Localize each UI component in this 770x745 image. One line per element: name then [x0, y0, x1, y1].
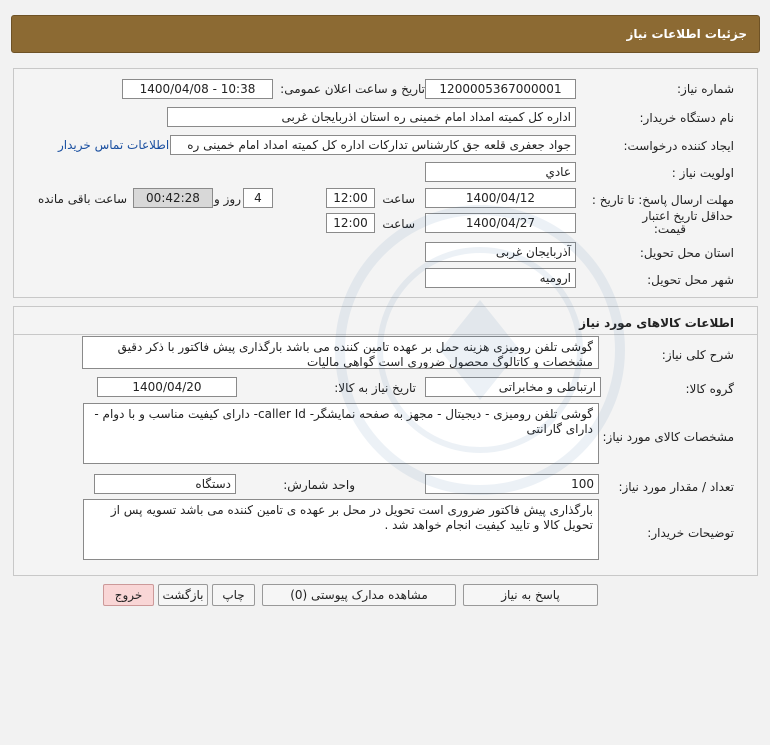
buyer-notes-field: بارگذاری پیش فاکتور ضروری است تحویل در محل بر عهده ی تامین کننده می باشد تسویه پس از تحویل کالا و تایید کیفیت انجام خواهد شد . — [83, 499, 599, 560]
deadline-time-label: ساعت — [382, 192, 415, 206]
delivery-city-label: شهر محل تحویل: — [647, 273, 734, 287]
deadline-time-field: 12:00 — [326, 188, 375, 208]
goods-group-label: گروه کالا: — [685, 382, 734, 396]
price-validity-label-line1: حداقل تاریخ اعتبار — [642, 209, 733, 223]
price-validity-label-line2: قیمت: — [653, 222, 686, 236]
remaining-time-label: ساعت باقی مانده — [37, 192, 127, 206]
request-creator-label: ایجاد کننده درخواست: — [623, 139, 734, 153]
unit-label: واحد شمارش: — [283, 478, 355, 492]
priority-field: عادي — [425, 162, 576, 182]
deadline-date-field: 1400/04/12 — [425, 188, 576, 208]
buyer-name-field: اداره کل کمیته امداد امام خمینی ره استان اذربایجان غربی — [167, 107, 576, 127]
quantity-label: تعداد / مقدار مورد نیاز: — [618, 480, 734, 494]
buyer-name-label: نام دستگاه خریدار: — [639, 111, 734, 125]
page-title: جزئیات اطلاعات نیاز — [626, 27, 747, 41]
days-label: روز و — [214, 192, 241, 206]
need-date-field: 1400/04/20 — [97, 377, 237, 397]
delivery-province-field: آذربایجان غربی — [425, 242, 576, 262]
buyer-contact-link[interactable]: اطلاعات تماس خریدار — [58, 138, 170, 152]
goods-group-field: ارتباطی و مخابراتی — [425, 377, 601, 397]
quantity-field: 100 — [425, 474, 599, 494]
announce-date-field: 1400/04/08 - 10:38 — [122, 79, 273, 99]
need-number-label: شماره نیاز: — [677, 82, 734, 96]
goods-specs-label: مشخصات کالای مورد نیاز: — [602, 430, 734, 444]
price-validity-date-field: 1400/04/27 — [425, 213, 576, 233]
general-description-label: شرح کلی نیاز: — [661, 348, 734, 362]
remaining-time-counter: 00:42:28 — [133, 188, 213, 208]
need-number-field: 1200005367000001 — [425, 79, 576, 99]
deadline-label: مهلت ارسال پاسخ: تا تاریخ : — [591, 193, 734, 207]
page-header — [11, 15, 760, 53]
exit-button[interactable]: خروج — [103, 584, 154, 606]
delivery-province-label: استان محل تحویل: — [639, 246, 734, 260]
goods-section-divider — [14, 334, 757, 335]
unit-field: دستگاه — [94, 474, 236, 494]
view-attachments-button[interactable]: مشاهده مدارک پیوستی (0) — [262, 584, 456, 606]
price-validity-time-field: 12:00 — [326, 213, 375, 233]
goods-specs-field: گوشی تلفن رومیزی - دیجیتال - مجهز به صفحه نمایشگر- caller Id- دارای کیفیت مناسب و با دوام - دارای گارانتی — [83, 403, 599, 464]
print-button[interactable]: چاپ — [212, 584, 255, 606]
buyer-notes-label: توضیحات خریدار: — [647, 526, 734, 540]
back-button[interactable]: بازگشت — [158, 584, 208, 606]
days-remaining-field: 4 — [243, 188, 273, 208]
reply-button[interactable]: پاسخ به نیاز — [463, 584, 598, 606]
need-info-panel — [13, 68, 758, 298]
need-date-label: تاریخ نیاز به کالا: — [334, 381, 416, 395]
delivery-city-field: ارومیه — [425, 268, 576, 288]
announce-date-label: تاریخ و ساعت اعلان عمومی: — [280, 82, 425, 96]
request-creator-field: جواد جعفری قلعه جق کارشناس تدارکات اداره کل کمیته امداد امام خمینی ره — [170, 135, 576, 155]
goods-section-title: اطلاعات کالاهای مورد نیاز — [579, 316, 734, 330]
general-description-field: گوشی تلفن رومیزی هزینه حمل بر عهده تامین کننده می باشد بارگذاری پیش فاکتور با ذکر دقیق مشخصات و کاتالوگ محصول ضروری است گواهی مالیات — [82, 336, 599, 369]
priority-label: اولویت نیاز : — [671, 166, 734, 180]
price-validity-time-label: ساعت — [382, 217, 415, 231]
